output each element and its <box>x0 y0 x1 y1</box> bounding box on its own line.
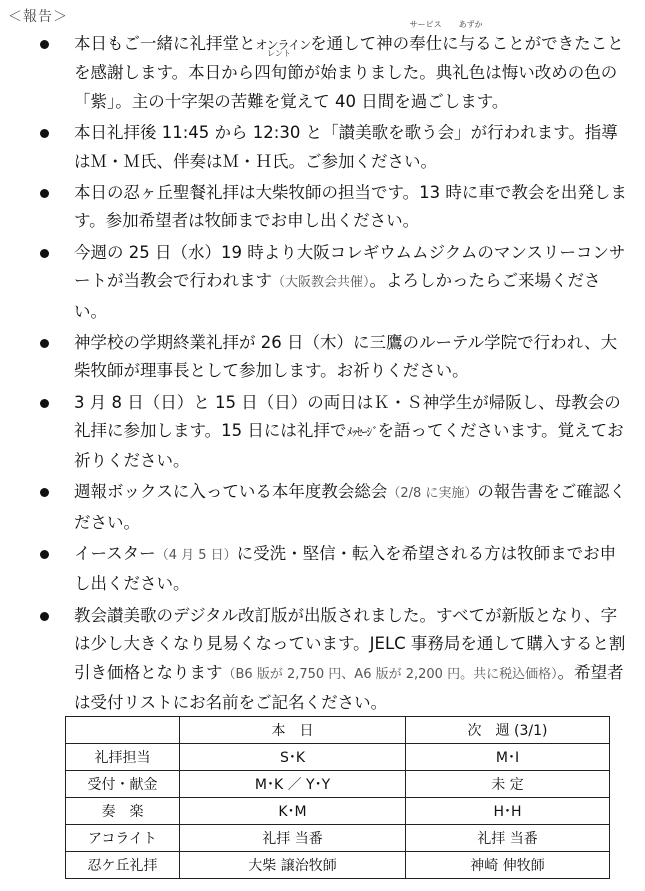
table-header-row <box>66 717 610 744</box>
item-text: 本日もご一緒に礼拝堂と <box>74 34 256 53</box>
bullet-icon <box>40 129 49 138</box>
item-note: （大阪教会共催） <box>272 275 370 291</box>
message-text: ﾒｯｾｰｼﾞ <box>346 425 378 440</box>
item-text: 。希望者は受付リストにお名前をご記名ください。 <box>74 662 624 712</box>
table-cell: M･K ／ Y･Y <box>180 771 406 798</box>
ruby-word <box>254 49 304 87</box>
ruby-base: 奉仕 <box>409 34 443 53</box>
table-row <box>66 798 610 825</box>
item-text: の報告書をご確認ください。 <box>74 482 626 532</box>
announcement-item <box>0 540 645 599</box>
item-note: （2/8 に実施） <box>387 486 478 502</box>
bullet-icon <box>40 339 49 348</box>
item-note: （B6 版が 2,750 円、A6 版が 2,200 円。共に税込価格） <box>222 666 558 682</box>
ruby-base: 与 <box>458 34 476 53</box>
bullet-icon <box>40 249 49 258</box>
bullet-icon <box>40 40 49 49</box>
ruby-word <box>458 20 483 58</box>
announcement-item <box>0 329 645 386</box>
table-cell: 未 定 <box>406 771 610 798</box>
bullet-icon <box>40 488 49 497</box>
table-row <box>66 825 610 852</box>
item-text: 。よろしかったらご来場ください。 <box>74 271 601 321</box>
announcement-list <box>0 20 645 720</box>
item-text: 本日礼拝後 11:45 から 12:30 と「讃美歌を歌う会」が行われます。指導はＭ・Ｍ氏、伴奏はＭ・Ｈ氏。ご参加ください。 <box>74 123 618 171</box>
ruby-reading: サービス <box>409 20 442 29</box>
item-text: を通して神の <box>310 34 410 53</box>
table-row <box>66 771 610 798</box>
item-text: 週報ボックスに入っている本年度教会総会 <box>74 482 388 502</box>
table-cell: 礼拝 当番 <box>180 825 406 852</box>
item-text: に <box>442 34 459 53</box>
table-cell: M･I <box>406 744 610 771</box>
item-note: （4 月 5 日） <box>155 547 237 563</box>
table-row <box>66 744 610 771</box>
item-text: 本日の忍ヶ丘聖餐礼拝は大柴牧師の担当です。13 時に車で教会を出発します。参加希望者は牧師までお申し出ください。 <box>74 183 627 231</box>
table-cell: H･H <box>406 798 610 825</box>
row-label-cell: 忍ケ丘礼拝 <box>66 852 180 879</box>
bullet-icon <box>40 612 49 621</box>
table-cell: 神崎 伸牧師 <box>406 852 610 879</box>
service-schedule-table <box>65 716 610 879</box>
online-text: オンライン <box>255 38 311 52</box>
table-cell: 大柴 譲治牧師 <box>180 852 406 879</box>
announcement-item <box>0 389 645 475</box>
ruby-word <box>409 20 443 58</box>
item-text: ることができたことを感謝します。本日から <box>74 34 624 83</box>
header-cell: 次 週 (3/1) <box>406 717 610 744</box>
announcement-item <box>0 119 645 176</box>
announcement-item <box>0 179 645 236</box>
announcement-item <box>0 602 645 718</box>
ruby-reading: あずか <box>458 20 483 29</box>
bullet-icon <box>40 550 49 559</box>
announcement-item <box>0 478 645 537</box>
table-cell: K･M <box>180 798 406 825</box>
item-text: 今週の 25 日（水）19 時より大阪コレギウムムジクムのマンスリーコンサートが当教会で行われます <box>74 242 626 291</box>
item-text: 3 月 8 日（日）と 15 日（日）の両日はＫ・Ｓ神学生が帰阪し、母教会の礼拝に参加します。15 日には礼拝で <box>74 392 621 441</box>
row-label-cell: 礼拝担当 <box>66 744 180 771</box>
ruby-base: 四旬節 <box>254 63 304 83</box>
report-heading: ＜報告＞ <box>8 9 68 25</box>
ruby-reading: レント <box>267 49 291 59</box>
item-text: に受洗・堅信・転入を希望される方は牧師までお申し出ください。 <box>74 543 617 594</box>
table-cell: 礼拝 当番 <box>406 825 610 852</box>
row-label-cell: 奏 楽 <box>66 798 180 825</box>
bullet-icon <box>40 189 49 198</box>
row-label-cell: 受付・献金 <box>66 771 180 798</box>
item-text: を語ってくださいます。覚えてお祈りください。 <box>74 421 624 470</box>
item-text: が始まりました。典礼色は悔い改めの色の「紫」。主の十字架の苦難を覚えて 40 日間を過ごします。 <box>74 63 618 111</box>
header-cell <box>66 717 180 744</box>
announcement-item <box>0 239 645 326</box>
item-text: 教会讃美歌のデジタル改訂版が出版されました。すべてが新版となり、字は少し大きくなり見易くなっています。JELC 事務局を通して購入すると割引き価格となります <box>74 605 626 682</box>
item-text: イースター <box>74 543 156 563</box>
bullet-icon <box>40 399 49 408</box>
table-row <box>66 852 610 879</box>
announcement-item <box>0 20 645 116</box>
item-text: 神学校の学期終業礼拝が 26 日（木）に三鷹のルーテル学院で行われ、大柴牧師が理事長として参加します。お祈りください。 <box>74 333 618 381</box>
row-label-cell: アコライト <box>66 825 180 852</box>
table-cell: S･K <box>180 744 406 771</box>
header-cell: 本 日 <box>180 717 406 744</box>
